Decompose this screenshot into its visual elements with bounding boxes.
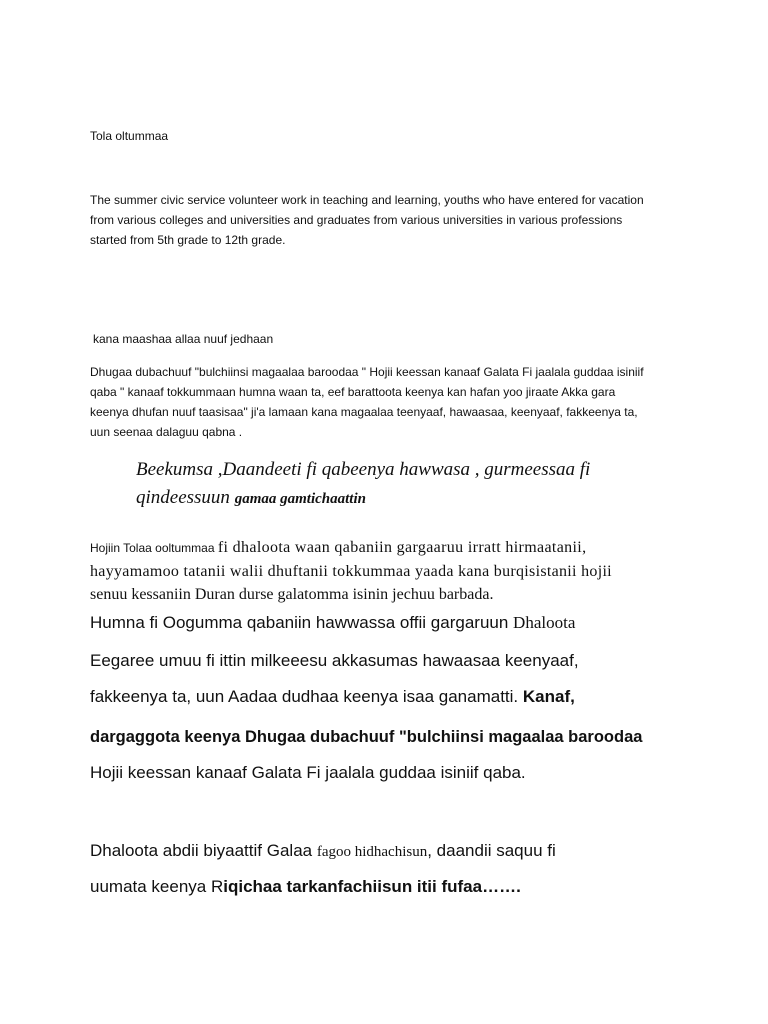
hojiin-rest: fi dhaloota waan qabaniin gargaaruu irratt hirmaatanii, <box>217 539 587 556</box>
dargaggota-line: dargaggota keenya Dhugaa dubachuuf "bulchiinsi magaalaa baroodaa <box>90 728 643 746</box>
english-line: started from 5th grade to 12th grade. <box>90 233 286 247</box>
oromo-line: keenya dhufan nuuf taasisaa" ji'a lamaan kana magaalaa teenyaaf, hawaasaa, keenyaaf, fakkeenya ta, <box>90 405 638 419</box>
dhaloota-line <box>90 838 556 865</box>
hojiin-line <box>90 536 690 560</box>
greeting-line: kana maashaa allaa nuuf jedhaan <box>93 332 274 346</box>
oromo-line: uun seenaa dalaguu qabna . <box>90 425 243 439</box>
italic-quote <box>136 456 696 513</box>
fakkeenya-text: fakkeenya ta, uun Aadaa dudhaa keenya isaa ganamatti. <box>90 687 523 706</box>
italic-quote-line: Beekumsa ,Daandeeti fi qabeenya hawwasa , gurmeessaa fi <box>136 459 591 480</box>
english-line: The summer civic service volunteer work in teaching and learning, youths who have entered for vacation <box>90 193 644 207</box>
humna-text: Humna fi Oogumma qabaniin hawwassa offii gargaruun <box>90 613 514 632</box>
oromo-paragraph <box>90 362 700 442</box>
english-line: from various colleges and universities and graduates from various universities in various professions <box>90 213 623 227</box>
italic-quote-bold: gamaa gamtichaattin <box>234 491 366 507</box>
uumata-text: uumata keenya R <box>90 877 224 896</box>
dhaloota-serif: fagoo hidhachisun <box>316 844 428 860</box>
humna-text-serif: Dhaloota <box>513 613 576 632</box>
humna-line <box>90 610 575 636</box>
oromo-line: Dhugaa dubachuuf "bulchiinsi magaalaa baroodaa " Hojii keessan kanaaf Galata Fi jaalala guddaa isiniif <box>90 365 644 379</box>
fakkeenya-bold: Kanaf, <box>522 687 575 706</box>
dhaloota-text: Dhaloota abdii biyaattif <box>90 841 267 860</box>
oromo-line: qaba " kanaaf tokkummaan humna waan ta, eef barattoota keenya kan hafan yoo jiraate Akka gara <box>90 385 616 399</box>
dhaloota-text: Galaa <box>266 841 317 860</box>
document-title: Tola oltummaa <box>90 129 169 143</box>
uumata-line <box>90 874 521 900</box>
hojiin-line: senuu kessaniin Duran durse galatomma isinin jechuu barbada. <box>90 586 494 603</box>
fakkeenya-line <box>90 684 575 710</box>
hojiin-lead: Hojiin Tolaa ooltummaa <box>90 541 218 555</box>
uumata-bold: iqichaa tarkanfachiisun itii fufaa……. <box>223 877 521 896</box>
hojii-line: Hojii keessan kanaaf Galata Fi jaalala guddaa isiniif qaba. <box>90 763 526 782</box>
dhaloota-text: , daandii saquu fi <box>427 841 556 860</box>
hojiin-line: hayyamamoo tatanii walii dhuftanii tokkummaa yaada kana burqisistanii hojii <box>90 563 612 580</box>
italic-quote-text: qindeessuun <box>136 487 235 508</box>
hojiin-paragraph <box>90 536 690 606</box>
eegaree-line: Eegaree umuu fi ittin milkeeesu akkasumas hawaasaa keenyaaf, <box>90 651 579 670</box>
english-paragraph <box>90 190 690 250</box>
italic-quote-line <box>136 484 696 513</box>
